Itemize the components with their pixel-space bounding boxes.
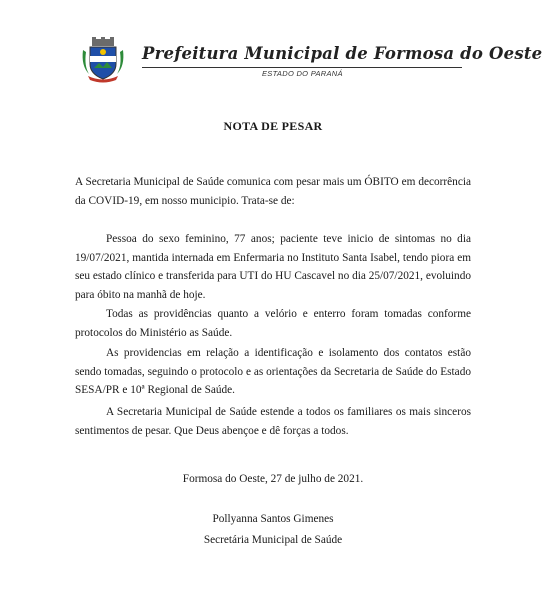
municipal-coat-of-arms-icon — [80, 36, 126, 84]
funeral-paragraph: Todas as providências quanto a velório e enterro foram tomadas conforme protocolos do Ministério as Saúde. — [75, 308, 471, 339]
intro-paragraph: A Secretaria Municipal de Saúde comunica com pesar mais um ÓBITO em decorrência da COVID-19, em nosso municipio. Trata-se de: — [75, 176, 471, 207]
contacts-paragraph: As providencias em relação a identificação e isolamento dos contatos estão sendo tomadas, seguindo o protocolo e as orientações da Secretaria de Saúde do Estado SESA/PR e 10ª Regional de Saúde. — [75, 347, 471, 396]
document-title: NOTA DE PESAR — [223, 119, 323, 133]
place-and-date: Formosa do Oeste, 27 de julho de 2021. — [182, 473, 364, 485]
signatory-name: Pollyanna Santos Gimenes — [212, 513, 334, 525]
signatory-role: Secretária Municipal de Saúde — [203, 534, 343, 546]
case-details-paragraph: Pessoa do sexo feminino, 77 anos; paciente teve inicio de sintomas no dia 19/07/2021, mantida internada em Enfermaria no Instituto Santa Isabel, tendo piora em seu estado clínico e transferida para UTI do HU Cascavel no dia 25/07/2021, evoluindo para óbito na manhã de hoje. — [75, 233, 471, 301]
header-divider — [142, 67, 462, 68]
state-name: ESTADO DO PARANÁ — [262, 69, 343, 78]
letterhead — [80, 36, 543, 86]
municipality-name: Prefeitura Municipal de Formosa do Oeste — [142, 44, 543, 63]
condolences-paragraph: A Secretaria Municipal de Saúde estende a todos os familiares os mais sinceros sentimentos de pesar. Que Deus abençoe e dê forças a todos. — [75, 406, 471, 437]
